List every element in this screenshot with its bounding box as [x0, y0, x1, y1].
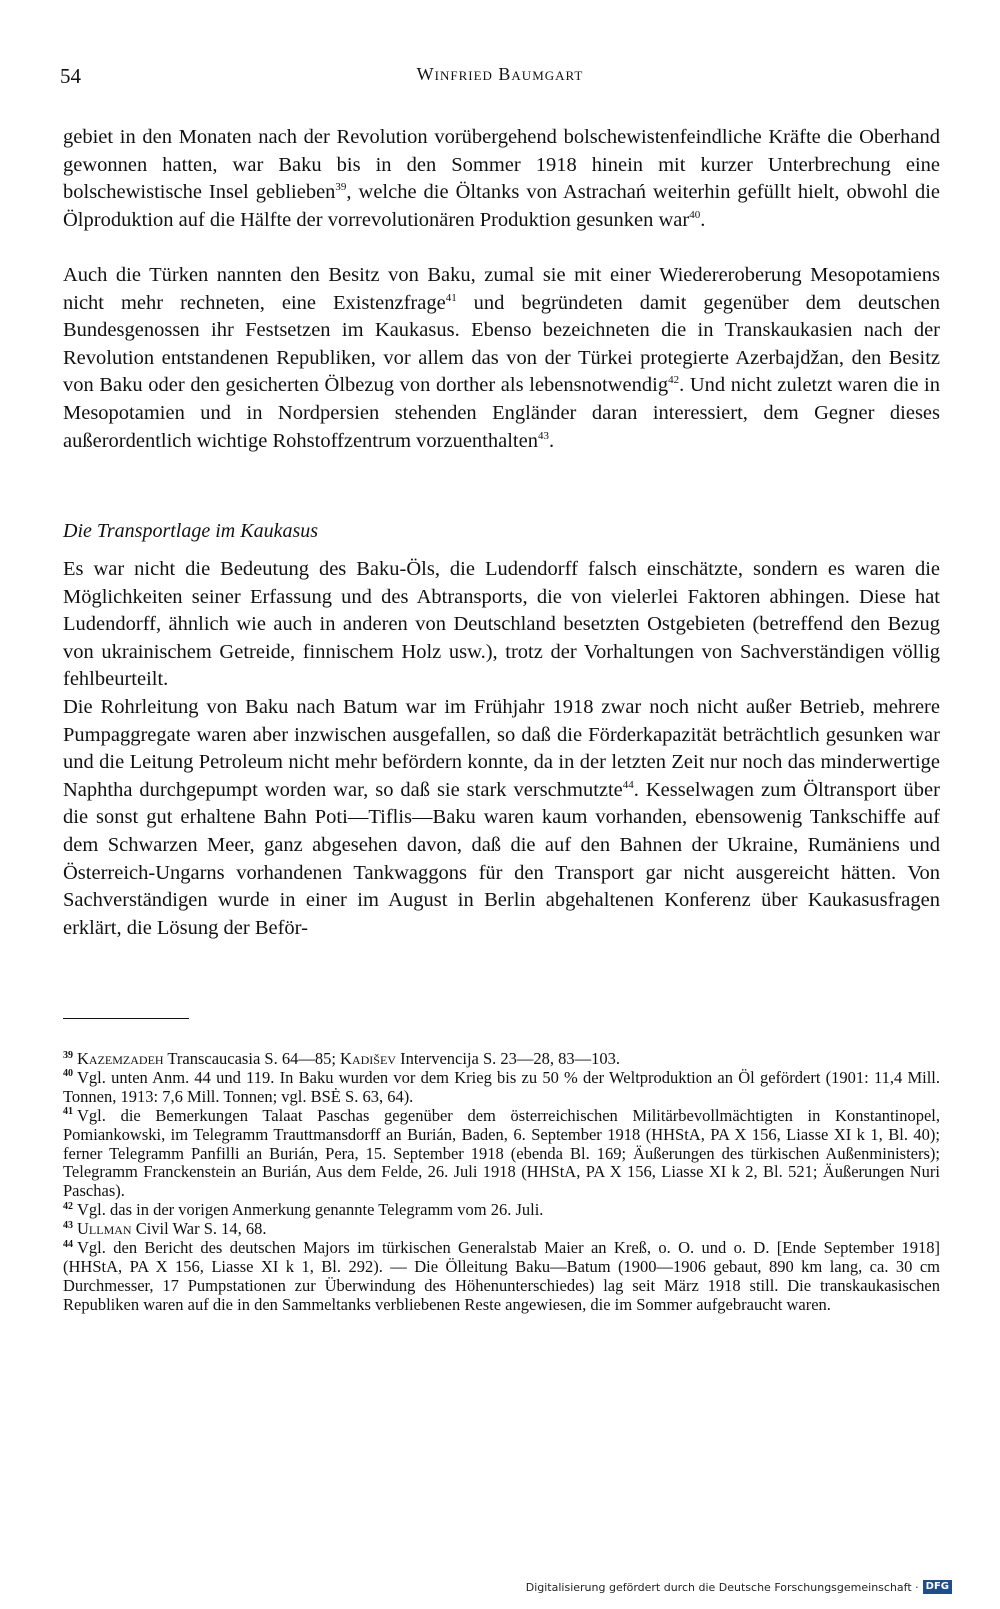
paragraph-3: Es war nicht die Bedeutung des Baku-Öls, die Ludendorff falsch einschätzte, sondern es waren die Möglichkeiten seiner Erfassung und des Abtransports, die von vielerlei Faktoren abhingen. Diese hat Ludendorff, ähnlich wie auch in anderen von Deutschland besetzten Ostgebieten (betreffend den Bezug von ukrainischem Getreide, finnischem Holz usw.), trotz der Vorhaltungen von Sachverständigen völlig fehlbeurteilt.	[63, 558, 940, 691]
section-heading: Die Transportlage im Kaukasus	[63, 520, 319, 542]
footnote-rule	[63, 1018, 189, 1019]
footnote-42: $^{42}$ Vgl. das in der vorigen Anmerkung genannte Telegramm vom 26. Juli.	[63, 1200, 544, 1220]
footnote-number: 42	[63, 1200, 73, 1212]
footnote-40: $^{40}$ Vgl. unten Anm. 44 und 119. In Baku wurden vor dem Krieg bis zu 50 % der Weltproduktion an Öl gefördert (1901: 11,4 Mill. Tonnen, 1913: 7,6 Mill. Tonnen; vgl. BSĖ S. 63, 64).	[63, 1067, 940, 1106]
paragraph-4: Die Rohrleitung von Baku nach Batum war im Frühjahr 1918 zwar noch nicht außer Betrieb, mehrere Pumpaggregate waren aber inzwischen ausgefallen, so daß die Förderkapazität beträchtlich gesunken war und die Leitung Petroleum nicht mehr befördern konnte, da in der letzten Zeit nur noch das minderwertige Naphtha durchgepumpt worden war, so daß sie stark verschmutzte$^{44}$. Kesselwagen zum Öltransport über die sonst gut erhaltene Bahn Poti—Tiflis—Baku waren kaum vorhanden, ebensowenig Tankschiffe auf dem Schwarzen Meer, ganz abgesehen davon, daß die auf den Bahnen der Ukraine, Rumäniens und Österreich-Ungarns vorhandenen Tankwaggons für den Transport gar nicht ausgereicht hätten. Von Sachverständigen wurde in einer im August in Berlin abgehaltenen Konferenz über Kaukasusfragen erklärt, die Lösung der Beför-	[63, 696, 940, 939]
footnote-ref-42[interactable]: 42	[668, 374, 680, 387]
footnote-number: 44	[63, 1238, 73, 1250]
footnote-43: $^{43}$ Ullman Civil War S. 14, 68.	[63, 1219, 267, 1239]
digitization-credit	[526, 1580, 952, 1594]
dfg-logo-icon: DFG	[923, 1580, 952, 1594]
footnote-39: $^{39}$ Kazemzadeh Transcaucasia S. 64—85; Kadišev Intervencija S. 23—28, 83—103.	[63, 1049, 621, 1068]
footnote-44: $^{44}$ Vgl. den Bericht des deutschen Majors im türkischen Generalstab Maier an Kreß, o. O. und o. D. [Ende September 1918] (HHStA, PA X 156, Liasse XI k 1, Bl. 292). — Die Ölleitung Baku—Batum (1900—1906 gebaut, 890 km lang, ca. 30 cm Durchmesser, 17 Pumpstationen zur Überwindung des Höhenunterschiedes) lag seit März 1918 still. Die transkaukasischen Republiken waren auf die in den Sammeltanks verbliebenen Reste angewiesen, die im Sommer aufgebraucht waren.	[63, 1238, 940, 1314]
page-number: 54	[60, 64, 81, 88]
credit-text: Digitalisierung gefördert durch die Deutsche Forschungsgemeinschaft ·	[525, 1580, 919, 1594]
footnote-41: $^{41}$ Vgl. die Bemerkungen Talaat Paschas gegenüber dem österreichischen Militärbevollmächtigten in Konstantinopel, Pomiankowski, im Telegramm Trauttmansdorff an Burián, Baden, 6. September 1918 (HHStA, PA X 156, Liasse XI k 1, Bl. 40); ferner Telegramm Panfilli an Burián, Pera, 15. September 1918 (ebenda Bl. 169; Äußerungen des türkischen Außenministers); Telegramm Franckenstein an Burián, Aus dem Felde, 26. Juli 1918 (HHStA, PA X 156, Liasse XI k 2, Bl. 521; Äußerungen Nuri Paschas).	[63, 1105, 940, 1201]
footnote-ref-43[interactable]: 43	[537, 429, 549, 442]
footnote-number: 39	[63, 1049, 73, 1061]
author-name: Kazemzadeh	[77, 1049, 164, 1068]
running-head: Winfried Baumgart	[416, 64, 584, 84]
footnote-number: 41	[63, 1106, 73, 1118]
paragraph-1: gebiet in den Monaten nach der Revolution vorübergehend bolschewistenfeindliche Kräfte die Oberhand gewonnen hatten, war Baku bis in den Sommer 1918 hinein mit kurzer Unterbrechung eine bolschewistische Insel geblieben$^{39}$, welche die Öltanks von Astrachań weiterhin gefüllt hielt, obwohl die Ölproduktion auf die Hälfte der vorrevolutionären Produktion gesunken war$^{40}$.	[63, 126, 940, 231]
footnote-ref-41[interactable]: 41	[445, 291, 457, 304]
author-name: Ullman	[77, 1219, 132, 1239]
footnotes	[63, 1050, 940, 1315]
author-name: Kadišev	[340, 1049, 396, 1068]
footnote-ref-39[interactable]: 39	[335, 181, 347, 194]
paragraph-2: Auch die Türken nannten den Besitz von Baku, zumal sie mit einer Wiedereroberung Mesopotamiens nicht mehr rechneten, eine Existenzfrage$^{41}$ und begründeten damit gegenüber dem deutschen Bundesgenossen ihr Festsetzen im Kaukasus. Ebenso bezeichneten die in Transkaukasien nach der Revolution entstandenen Republiken, vor allem das von der Türkei protegierte Azerbajdžan, den Besitz von Baku oder den gesicherten Ölbezug von dorther als lebensnotwendig$^{42}$. Und nicht zuletzt waren die in Mesopotamien und in Nordpersien stehenden Engländer daran interessiert, dem Gegner dieses außerordentlich wichtige Rohstoffzentrum vorzuenthalten$^{43}$.	[63, 264, 940, 452]
footnote-ref-40[interactable]: 40	[689, 208, 701, 221]
footnote-ref-44[interactable]: 44	[622, 778, 634, 791]
footnote-number: 43	[63, 1219, 73, 1231]
footnote-number: 40	[63, 1068, 73, 1080]
